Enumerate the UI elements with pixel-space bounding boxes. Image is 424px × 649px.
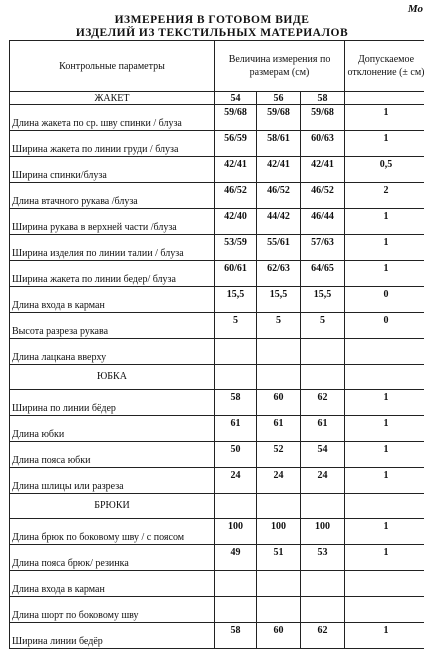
row-tolerance: 1 — [345, 442, 424, 468]
row-value: 5 — [301, 313, 345, 339]
row-value: 59/68 — [257, 105, 301, 131]
row-tolerance: 1 — [345, 261, 424, 287]
empty-cell — [345, 92, 424, 105]
row-value: 56/59 — [215, 131, 257, 157]
row-tolerance: 1 — [345, 131, 424, 157]
row-label: Ширина жакета по линии бедер/ блуза — [10, 261, 215, 287]
row-value: 61 — [257, 416, 301, 442]
section-label-trousers: БРЮКИ — [10, 494, 215, 519]
row-value: 60 — [257, 390, 301, 416]
row-label: Ширина по линии бёдер — [10, 390, 215, 416]
row-value: 52 — [257, 442, 301, 468]
table-row — [10, 313, 424, 339]
empty-cell — [301, 494, 345, 519]
row-label: Ширина спинки/блуза — [10, 157, 215, 183]
row-tolerance: 1 — [345, 468, 424, 494]
row-label: Ширина жакета по линии груди / блуза — [10, 131, 215, 157]
table-row — [10, 157, 424, 183]
empty-cell — [257, 365, 301, 390]
row-label: Длина шлицы или разреза — [10, 468, 215, 494]
table-row — [10, 571, 424, 597]
page-title: ИЗМЕРЕНИЯ В ГОТОВОМ ВИДЕ — [0, 14, 424, 26]
row-value: 58 — [215, 623, 257, 649]
table-row — [10, 209, 424, 235]
row-value: 24 — [215, 468, 257, 494]
row-value: 46/44 — [301, 209, 345, 235]
row-value: 54 — [301, 442, 345, 468]
row-value — [301, 339, 345, 365]
row-value: 46/52 — [257, 183, 301, 209]
row-value: 62/63 — [257, 261, 301, 287]
row-value — [257, 597, 301, 623]
row-tolerance: 0,5 — [345, 157, 424, 183]
row-tolerance: 1 — [345, 545, 424, 571]
row-value — [215, 571, 257, 597]
page-subtitle: ИЗДЕЛИЙ ИЗ ТЕКСТИЛЬНЫХ МАТЕРИАЛОВ — [0, 27, 424, 39]
row-value: 42/41 — [257, 157, 301, 183]
row-label: Длина пояса брюк/ резинка — [10, 545, 215, 571]
row-label: Длина втачного рукава /блуза — [10, 183, 215, 209]
row-value: 15,5 — [215, 287, 257, 313]
row-value — [301, 597, 345, 623]
table-row — [10, 183, 424, 209]
row-value: 46/52 — [301, 183, 345, 209]
row-label: Ширина рукава в верхней части /блуза — [10, 209, 215, 235]
empty-cell — [345, 365, 424, 390]
row-tolerance: 1 — [345, 235, 424, 261]
table-row — [10, 235, 424, 261]
row-value: 61 — [215, 416, 257, 442]
row-value: 51 — [257, 545, 301, 571]
row-value: 61 — [301, 416, 345, 442]
table-row — [10, 545, 424, 571]
table-row — [10, 519, 424, 545]
row-tolerance: 2 — [345, 183, 424, 209]
row-value: 53/59 — [215, 235, 257, 261]
row-label: Длина лацкана вверху — [10, 339, 215, 365]
header-tolerance: Допускаемое отклонение (± см) — [345, 41, 424, 92]
size-header-54: 54 — [215, 92, 257, 105]
table-row — [10, 105, 424, 131]
row-value: 62 — [301, 390, 345, 416]
row-value: 42/41 — [301, 157, 345, 183]
header-params: Контрольные параметры — [10, 41, 215, 92]
section-label-jacket: ЖАКЕТ — [10, 92, 215, 105]
section-label-skirt: ЮБКА — [10, 365, 215, 390]
table-row — [10, 597, 424, 623]
row-value: 46/52 — [215, 183, 257, 209]
row-value — [215, 597, 257, 623]
row-label: Длина входа в карман — [10, 287, 215, 313]
row-label: Ширина изделия по линии талии / блуза — [10, 235, 215, 261]
row-value: 15,5 — [257, 287, 301, 313]
row-value: 42/40 — [215, 209, 257, 235]
row-value — [257, 571, 301, 597]
section-row-jacket — [10, 92, 424, 105]
row-tolerance — [345, 597, 424, 623]
empty-cell — [345, 494, 424, 519]
row-value — [257, 339, 301, 365]
table-row — [10, 261, 424, 287]
row-tolerance — [345, 571, 424, 597]
row-label: Длина жакета по ср. шву спинки / блуза — [10, 105, 215, 131]
row-value: 100 — [215, 519, 257, 545]
header-sizes: Величина измерения по размерам (см) — [215, 41, 345, 92]
row-value: 50 — [215, 442, 257, 468]
row-value: 62 — [301, 623, 345, 649]
row-tolerance: 0 — [345, 313, 424, 339]
row-label: Длина юбки — [10, 416, 215, 442]
row-value: 60/63 — [301, 131, 345, 157]
size-header-56: 56 — [257, 92, 301, 105]
row-tolerance — [345, 339, 424, 365]
row-value — [301, 571, 345, 597]
row-value: 5 — [215, 313, 257, 339]
row-value: 42/41 — [215, 157, 257, 183]
row-value: 24 — [257, 468, 301, 494]
row-tolerance: 0 — [345, 287, 424, 313]
row-tolerance: 1 — [345, 623, 424, 649]
row-label: Ширина линии бедёр — [10, 623, 215, 649]
row-value: 100 — [301, 519, 345, 545]
table-row — [10, 468, 424, 494]
row-value: 100 — [257, 519, 301, 545]
empty-cell — [257, 494, 301, 519]
row-tolerance: 1 — [345, 390, 424, 416]
row-value: 64/65 — [301, 261, 345, 287]
table-row — [10, 131, 424, 157]
measurements-table — [9, 40, 424, 649]
section-row-trousers — [10, 494, 424, 519]
row-label: Длина входа в карман — [10, 571, 215, 597]
row-label: Высота разреза рукава — [10, 313, 215, 339]
corner-text: Мо — [408, 3, 423, 15]
row-tolerance: 1 — [345, 105, 424, 131]
empty-cell — [215, 494, 257, 519]
row-value: 44/42 — [257, 209, 301, 235]
row-value: 5 — [257, 313, 301, 339]
empty-cell — [215, 365, 257, 390]
row-value: 60 — [257, 623, 301, 649]
row-value: 58/61 — [257, 131, 301, 157]
table-row — [10, 416, 424, 442]
row-value: 55/61 — [257, 235, 301, 261]
row-tolerance: 1 — [345, 209, 424, 235]
table-row — [10, 442, 424, 468]
row-value: 59/68 — [215, 105, 257, 131]
row-tolerance: 1 — [345, 416, 424, 442]
size-header-58: 58 — [301, 92, 345, 105]
row-value: 57/63 — [301, 235, 345, 261]
row-label: Длина пояса юбки — [10, 442, 215, 468]
table-row — [10, 339, 424, 365]
row-value — [215, 339, 257, 365]
row-value: 59/68 — [301, 105, 345, 131]
section-row-skirt — [10, 365, 424, 390]
table-row — [10, 287, 424, 313]
table-row — [10, 390, 424, 416]
row-tolerance: 1 — [345, 519, 424, 545]
row-value: 58 — [215, 390, 257, 416]
row-value: 53 — [301, 545, 345, 571]
row-label: Длина шорт по боковому шву — [10, 597, 215, 623]
table-header-row — [10, 41, 424, 92]
row-label: Длина брюк по боковому шву / с поясом — [10, 519, 215, 545]
row-value: 49 — [215, 545, 257, 571]
empty-cell — [301, 365, 345, 390]
row-value: 60/61 — [215, 261, 257, 287]
row-value: 15,5 — [301, 287, 345, 313]
row-value: 24 — [301, 468, 345, 494]
